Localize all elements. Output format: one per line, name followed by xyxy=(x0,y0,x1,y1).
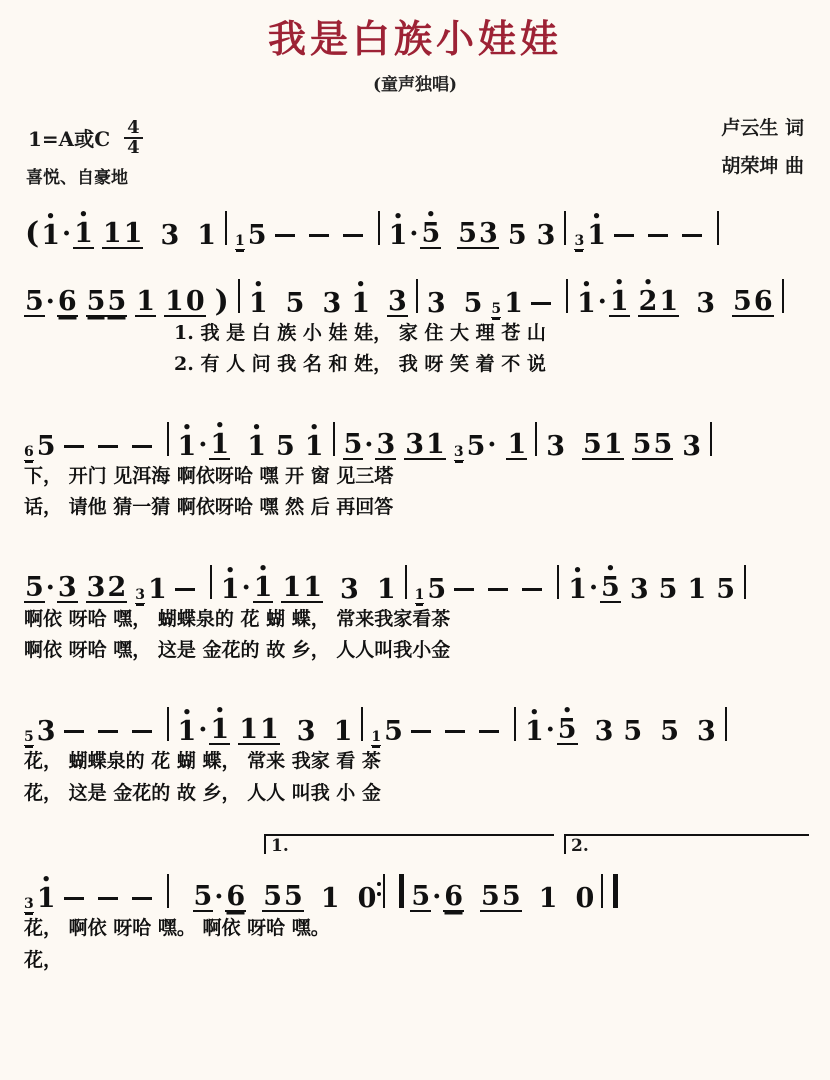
note: 6 xyxy=(753,285,773,317)
note: 5 xyxy=(507,219,527,251)
note: 3 xyxy=(629,573,649,605)
notation-line-5 xyxy=(24,689,806,748)
volta-2: 2. xyxy=(564,834,809,854)
time-signature xyxy=(124,116,143,158)
dot-duration: · xyxy=(198,715,208,746)
page-subtitle: (童声独唱) xyxy=(372,74,458,95)
note: 1 xyxy=(426,428,445,460)
note: • 2 xyxy=(638,288,659,317)
note: 3 xyxy=(160,219,180,251)
note: 3 xyxy=(696,287,716,319)
tie-dash xyxy=(445,730,465,733)
note: • 1 xyxy=(253,574,274,603)
tie-dash xyxy=(454,588,474,591)
tie-dash xyxy=(614,234,634,237)
note: 5 xyxy=(343,428,363,460)
note: • 1 xyxy=(350,290,371,317)
notation-line-1 xyxy=(24,193,806,249)
note: • 1 xyxy=(177,433,198,460)
music-system-5 xyxy=(24,824,806,975)
dot-duration: · xyxy=(45,286,55,317)
barline xyxy=(782,279,784,313)
barline xyxy=(405,565,407,599)
note: 1 xyxy=(333,716,353,748)
barline xyxy=(725,707,727,741)
note: 3 xyxy=(682,430,702,462)
tie-dash xyxy=(531,302,551,305)
note: • 1 xyxy=(388,222,409,249)
note: 0 xyxy=(185,285,205,317)
lyric-line-verse1: 1. 我 是 白 族 小 娃 娃， 家 住 大 理 苍 山 xyxy=(174,321,546,344)
note: • 1 xyxy=(209,431,230,460)
note: 1 xyxy=(320,883,340,915)
note: 3 xyxy=(57,571,77,603)
note: 5 xyxy=(583,428,602,460)
note: • 1 xyxy=(576,290,597,317)
note: • 1 xyxy=(586,222,607,249)
barline xyxy=(210,565,212,599)
note: 5 xyxy=(25,285,44,317)
grace-note: 1 xyxy=(414,586,425,603)
note: • 1 xyxy=(209,716,230,745)
tempo-mood-marking: 喜悦、自豪地 xyxy=(26,167,128,188)
tie-dash xyxy=(175,588,195,591)
dot-duration: · xyxy=(364,429,374,460)
dot-duration: · xyxy=(214,882,224,913)
lyric-line-verse1: 下， 开门 见洱海 啊依呀哈 嘿 开 窗 见三塔 xyxy=(24,464,394,487)
note: 5 xyxy=(285,287,305,319)
dot-duration: · xyxy=(409,218,419,249)
dot-duration: · xyxy=(45,572,55,603)
note: 3 xyxy=(405,428,425,460)
close-paren: ) xyxy=(214,283,229,319)
barline xyxy=(710,422,712,456)
note: 5 xyxy=(427,573,447,605)
tie-dash xyxy=(64,897,84,900)
note: 1 xyxy=(538,883,558,915)
barline xyxy=(167,874,169,908)
lyricist: 卢云生 词 xyxy=(721,116,804,139)
note: 1 xyxy=(260,714,279,746)
rest: 0 xyxy=(357,883,377,915)
note: 5 xyxy=(653,428,673,460)
lyric-line-verse2: 花， 这是 金花的 故 乡， 人人 叫我 小 金 xyxy=(24,781,381,804)
grace-note: 3 xyxy=(453,443,464,460)
note: 5 xyxy=(107,285,127,317)
tie-dash xyxy=(488,588,508,591)
dot-duration: · xyxy=(487,429,497,460)
credits xyxy=(721,109,804,185)
tie-dash xyxy=(648,234,668,237)
note: • 5 xyxy=(557,716,578,745)
note: 1 xyxy=(102,217,122,249)
tie-dash xyxy=(309,234,329,237)
note: • 1 xyxy=(567,576,588,603)
note: 5 xyxy=(25,571,44,603)
tie-dash xyxy=(98,730,118,733)
note: 3 xyxy=(376,428,396,460)
note: 1 xyxy=(123,217,143,249)
note: 5 xyxy=(501,881,521,913)
notation-line-6 xyxy=(24,856,806,915)
note: 1 xyxy=(197,219,217,251)
barline xyxy=(557,565,559,599)
note: 1 xyxy=(282,571,302,603)
note: 5 xyxy=(247,219,267,251)
grace-note: 3 xyxy=(24,896,34,913)
tie-dash xyxy=(64,730,84,733)
note: 1 xyxy=(303,571,323,603)
note: 3 xyxy=(296,716,316,748)
grace-note: 5 xyxy=(24,729,34,746)
tie-dash xyxy=(479,730,499,733)
tie-dash xyxy=(132,445,152,448)
composer: 胡荣坤 曲 xyxy=(721,154,804,177)
note: 2 xyxy=(107,571,127,603)
barline xyxy=(167,422,169,456)
lyric-line-verse1: 花， 蝴蝶泉的 花 蝴 蝶， 常来 我家 看 茶 xyxy=(24,750,381,773)
note: 5 xyxy=(463,287,483,319)
note: 5 xyxy=(263,881,282,913)
note: 3 xyxy=(546,430,566,462)
note: 1 xyxy=(687,573,707,605)
grace-note: 3 xyxy=(574,232,585,249)
note: • 1 xyxy=(73,220,94,249)
note: 1 xyxy=(659,285,679,317)
score-metadata xyxy=(0,101,830,187)
note: • 1 xyxy=(177,718,198,745)
time-signature-denominator: 4 xyxy=(127,136,140,158)
lyric-line-verse2: 话， 请他 猜一猜 啊依呀哈 嘿 然 后 再回答 xyxy=(24,496,394,519)
note: 6 xyxy=(226,881,246,913)
note: 5 xyxy=(716,573,736,605)
lyric-line-verse2: 啊依 呀哈 嘿， 这是 金花的 故 乡， 人人叫我小金 xyxy=(24,638,451,661)
note: 3 xyxy=(594,716,614,748)
grace-note: 5 xyxy=(491,300,502,317)
note: 1 xyxy=(507,428,527,460)
note: 3 xyxy=(86,571,106,603)
note: • 1 xyxy=(609,288,630,317)
note: • 1 xyxy=(40,222,61,249)
key-label: 1=A或C xyxy=(28,127,111,152)
note: 6 xyxy=(57,285,77,317)
page-title: 我是白族小娃娃 xyxy=(267,16,562,61)
dot-duration: · xyxy=(198,429,208,460)
dot-duration: · xyxy=(597,286,607,317)
tie-dash xyxy=(132,897,152,900)
barline xyxy=(225,211,227,245)
tie-dash xyxy=(64,445,84,448)
tie-dash xyxy=(522,588,542,591)
note: • 1 xyxy=(246,433,267,460)
dot-duration: · xyxy=(588,572,599,603)
tie-dash xyxy=(98,445,118,448)
note: 5 xyxy=(384,716,403,748)
note: 3 xyxy=(36,716,56,748)
dot-duration: · xyxy=(545,715,555,746)
note: 5 xyxy=(284,881,303,913)
note: 1 xyxy=(603,428,623,460)
volta-brackets xyxy=(24,834,806,856)
note: 5 xyxy=(481,881,500,913)
note: 3 xyxy=(322,287,342,319)
open-paren: ( xyxy=(25,215,40,251)
note: • 5 xyxy=(420,220,441,249)
note: 5 xyxy=(36,430,56,462)
note: 5 xyxy=(411,881,431,913)
barline xyxy=(564,211,566,245)
lyric-line-verse2: 2. 有 人 问 我 名 和 姓， 我 呀 笑 着 不 说 xyxy=(174,353,546,376)
repeat-end-barline xyxy=(383,874,404,908)
tie-dash xyxy=(343,234,363,237)
note: • 1 xyxy=(36,885,57,912)
dot-duration: · xyxy=(62,218,72,249)
note: 3 xyxy=(536,219,556,251)
note: • 5 xyxy=(600,574,621,603)
note: 1 xyxy=(239,714,258,746)
barline xyxy=(744,565,746,599)
music-system-1 xyxy=(24,187,806,380)
note: 5 xyxy=(660,716,679,748)
note: 6 xyxy=(444,881,464,913)
barline xyxy=(361,707,363,741)
time-signature-numerator: 4 xyxy=(124,119,143,139)
note: 1 xyxy=(165,285,184,317)
tie-dash xyxy=(98,897,118,900)
note: • 1 xyxy=(304,433,325,460)
notation-line-2 xyxy=(24,261,806,317)
barline xyxy=(514,707,516,741)
tie-dash xyxy=(682,234,702,237)
note: 5 xyxy=(86,285,106,317)
lyric-line-verse2: 花， xyxy=(24,948,63,971)
note: 3 xyxy=(340,573,359,605)
note: 3 xyxy=(696,716,716,748)
tie-dash xyxy=(411,730,431,733)
grace-note: 6 xyxy=(24,443,34,460)
dot-duration: · xyxy=(241,572,251,603)
barline xyxy=(238,279,240,313)
final-barline xyxy=(601,874,618,908)
grace-note: 3 xyxy=(135,586,145,603)
notation-line-4 xyxy=(24,547,806,603)
note: 1 xyxy=(136,285,156,317)
note: 5 xyxy=(276,430,295,462)
note: • 1 xyxy=(220,576,241,603)
notation-line-3 xyxy=(24,404,806,460)
note: 3 xyxy=(479,217,498,249)
note: 5 xyxy=(658,573,678,605)
grace-note: 1 xyxy=(371,729,382,746)
note: 3 xyxy=(426,287,446,319)
barline xyxy=(717,211,719,245)
key-signature xyxy=(28,116,143,158)
barline xyxy=(167,707,169,741)
note: 3 xyxy=(388,285,407,317)
barline xyxy=(416,279,418,313)
note: 1 xyxy=(376,573,396,605)
music-system-2 xyxy=(24,398,806,523)
barline xyxy=(378,211,380,245)
note: 5 xyxy=(193,881,213,913)
grace-note: 1 xyxy=(235,232,245,249)
music-system-3 xyxy=(24,541,806,666)
barline xyxy=(566,279,568,313)
note: 5 xyxy=(733,285,752,317)
lyric-line-verse1: 花， 啊依 呀哈 嘿。 啊依 呀哈 嘿。 xyxy=(24,917,330,940)
note: • 1 xyxy=(524,718,545,745)
barline xyxy=(535,422,537,456)
note: 1 xyxy=(504,287,523,319)
note: 5 xyxy=(632,428,652,460)
tie-dash xyxy=(132,730,152,733)
tie-dash xyxy=(275,234,295,237)
music-system-4 xyxy=(24,683,806,808)
barline xyxy=(333,422,335,456)
note: 5 xyxy=(623,716,643,748)
rest: 0 xyxy=(575,883,595,915)
dot-duration: · xyxy=(432,882,442,913)
note: 1 xyxy=(148,573,167,605)
volta-1: 1. xyxy=(264,834,554,854)
note: • 1 xyxy=(248,290,269,317)
note: 5 xyxy=(458,217,478,249)
note: 5 xyxy=(466,430,486,462)
lyric-line-verse1: 啊依 呀哈 嘿， 蝴蝶泉的 花 蝴 蝶， 常来我家看茶 xyxy=(24,607,451,630)
